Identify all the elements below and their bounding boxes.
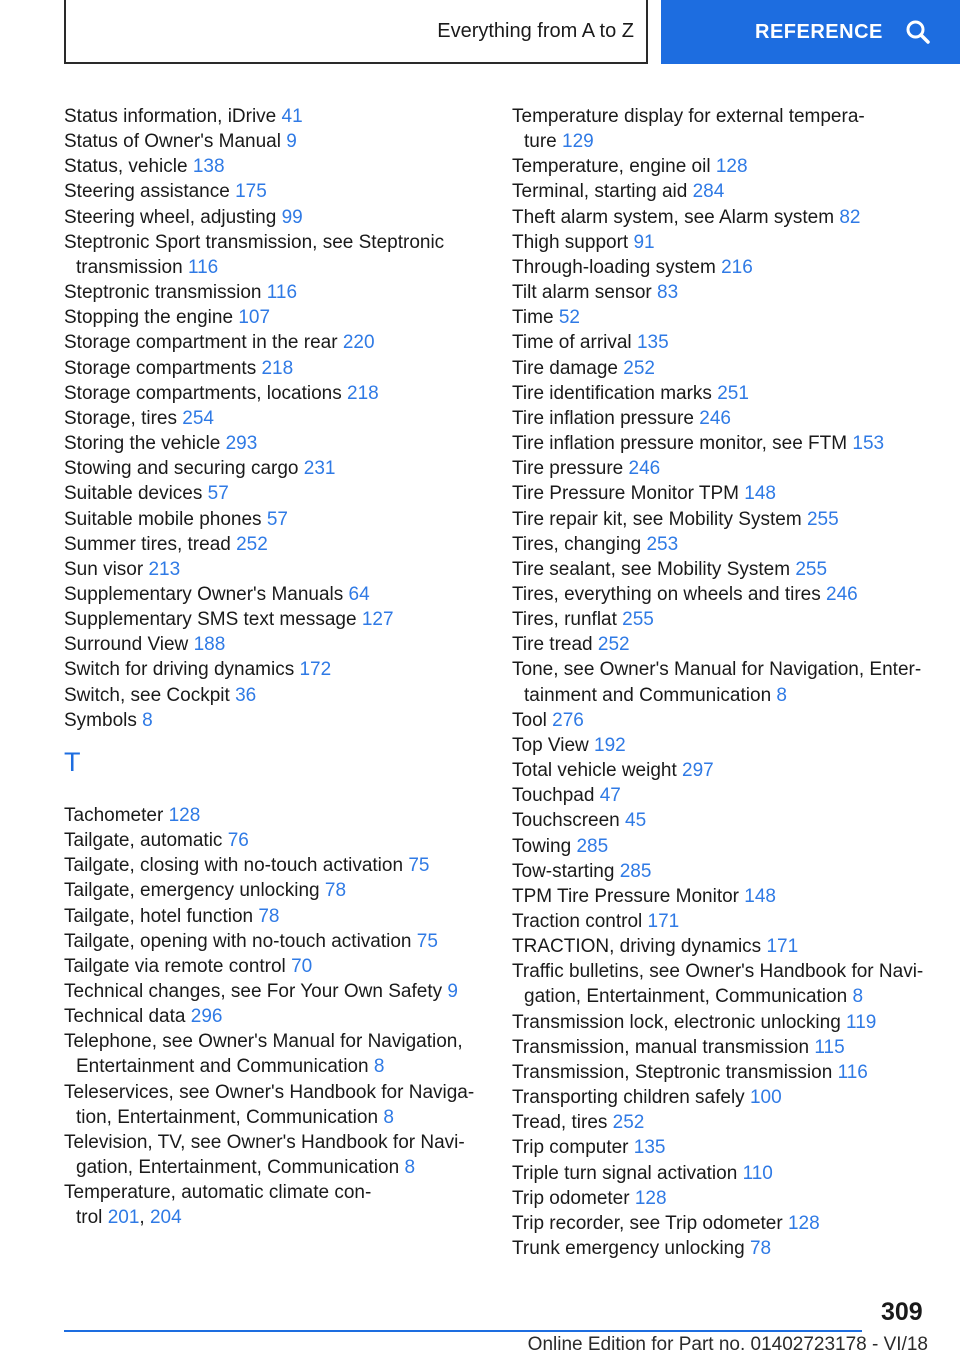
page-reference-link[interactable]: 171: [647, 911, 680, 932]
index-entry: [512, 280, 942, 305]
index-entry: [64, 632, 484, 657]
index-entry: [64, 853, 484, 878]
page-reference-link[interactable]: 127: [361, 609, 394, 631]
index-entry-text: Tire sealant, see Mobility System: [512, 558, 791, 580]
index-entry-text: Touchscreen: [512, 810, 620, 832]
page-reference-link[interactable]: 75: [408, 855, 430, 877]
index-entry: [512, 356, 942, 381]
page-reference-link[interactable]: 115: [814, 1036, 845, 1058]
index-entry: [64, 582, 484, 607]
page-reference-link[interactable]: 172: [299, 659, 332, 681]
index-entry-text: Tailgate, hotel function: [64, 905, 254, 927]
index-entry: [64, 828, 484, 853]
index-entry: [64, 205, 484, 230]
page-reference-link[interactable]: 8: [142, 709, 153, 731]
page-reference-link[interactable]: 128: [715, 156, 748, 178]
page-reference-link[interactable]: 246: [826, 583, 858, 605]
index-entry: [64, 657, 484, 682]
page-reference-link[interactable]: 253: [646, 533, 679, 555]
index-entry-text: Tailgate via remote control: [64, 955, 286, 977]
index-entry-text: Technical data: [64, 1006, 186, 1028]
page-reference-link[interactable]: 82: [839, 206, 861, 228]
index-entry-text: Through-loading system: [512, 256, 716, 278]
index-entry-text: Tool: [512, 709, 547, 731]
page-reference-link[interactable]: 138: [192, 156, 225, 178]
page-reference-link[interactable]: 254: [182, 407, 214, 429]
index-entry: [512, 632, 942, 657]
index-entry: [64, 1130, 484, 1180]
index-entry: [64, 557, 484, 582]
index-entry: [512, 205, 942, 230]
page-reference-link[interactable]: 107: [238, 307, 271, 329]
page-reference-link[interactable]: 78: [258, 905, 280, 927]
page-reference-link[interactable]: 255: [795, 558, 828, 580]
page-reference-link[interactable]: 41: [281, 106, 303, 127]
index-entry-text: Tailgate, opening with no-touch activation: [64, 930, 412, 952]
search-icon[interactable]: [905, 19, 931, 45]
index-entry: [512, 179, 942, 204]
page-reference-link[interactable]: 231: [303, 458, 336, 480]
index-entry-continuation: [512, 984, 942, 1009]
page-reference-link[interactable]: 9: [447, 981, 458, 1002]
index-entry-text: Thigh support: [512, 231, 629, 253]
index-entry: [512, 406, 942, 431]
page-reference-link[interactable]: 91: [633, 231, 655, 253]
index-list-t-right: [512, 104, 942, 1261]
page-reference-link[interactable]: 75: [416, 930, 438, 952]
edition-note: Online Edition for Part no. 01402723178 - VI/18: [527, 1334, 928, 1355]
index-entry-continuation-text: transmission: [76, 256, 183, 278]
index-entry-text: Traffic bulletins, see Owner's Handbook for Navi‐: [512, 961, 924, 983]
index-entry-text: Teleservices, see Owner's Handbook for Naviga‐: [64, 1081, 475, 1103]
index-entry: [64, 708, 484, 733]
page-reference-link[interactable]: 148: [744, 483, 776, 505]
index-entry-text: Tow-starting: [512, 860, 615, 882]
page-reference-link[interactable]: 135: [633, 1137, 666, 1159]
index-entry-text: Supplementary Owner's Manuals: [64, 583, 344, 605]
index-entry-continuation: [64, 1155, 484, 1180]
index-entry-text: Trip odometer: [512, 1187, 630, 1209]
page-reference-link[interactable]: 252: [597, 634, 630, 656]
index-entry-text: Tread, tires: [512, 1112, 608, 1134]
index-entry: [512, 456, 942, 481]
index-entry-text: Tires, runflat: [512, 609, 617, 631]
page-reference-link[interactable]: 45: [625, 810, 647, 832]
index-entry-continuation-text: gation, Entertainment, Communication: [76, 1157, 400, 1179]
page-reference-link[interactable]: 8: [852, 986, 864, 1008]
page-reference-link[interactable]: 9: [286, 131, 297, 153]
index-entry-text: Switch for driving dynamics: [64, 659, 295, 681]
index-entry: [64, 904, 484, 929]
page-reference-link[interactable]: 285: [576, 835, 609, 857]
index-entry-continuation-text: tion, Entertainment, Communication: [76, 1106, 379, 1128]
index-entry-text: Tire damage: [512, 357, 618, 379]
index-entry: [64, 104, 484, 129]
index-entry: [512, 1211, 942, 1236]
index-entry-text: Summer tires, tread: [64, 533, 231, 555]
index-entry: [64, 129, 484, 154]
page-reference-link[interactable]: 284: [692, 181, 725, 203]
index-entry: [64, 179, 484, 204]
index-entry-text: Tires, everything on wheels and tires: [512, 583, 821, 605]
index-entry-text: Steering assistance: [64, 181, 230, 203]
index-entry-text: Storage compartment in the rear: [64, 332, 338, 354]
page-reference-link[interactable]: 153: [852, 433, 885, 455]
index-entry: [512, 255, 942, 280]
index-entry-text: Tailgate, automatic: [64, 830, 223, 852]
index-entry-text: Transmission lock, electronic unlocking: [512, 1011, 841, 1033]
index-entry-text: Steptronic Sport transmission, see Steptronic: [64, 231, 445, 253]
index-entry: [64, 381, 484, 406]
page-reference-link[interactable]: 76: [227, 830, 249, 852]
page-reference-link[interactable]: 188: [193, 634, 226, 656]
page-reference-link[interactable]: 83: [657, 282, 679, 304]
index-entry-text: Tire Pressure Monitor TPM: [512, 483, 739, 505]
index-entry: [512, 557, 942, 582]
index-entry-text: Tone, see Owner's Manual for Navigation, Enter‐: [512, 659, 922, 681]
page-reference-link[interactable]: 213: [148, 558, 181, 580]
page-reference-link[interactable]: 57: [207, 483, 229, 505]
reference-tab-label: REFERENCE: [755, 20, 883, 43]
page-reference-link[interactable]: 110: [742, 1162, 773, 1184]
index-entry: [512, 607, 942, 632]
page-reference-link[interactable]: 78: [324, 880, 347, 902]
page-reference-link[interactable]: 148: [744, 885, 776, 907]
index-entry: [512, 532, 942, 557]
index-entry: [64, 280, 484, 305]
page-reference-link[interactable]: 52: [558, 307, 580, 329]
index-entry-text: Trip computer: [512, 1137, 629, 1159]
index-entry-text: Total vehicle weight: [512, 760, 677, 782]
index-entry-text: Stowing and securing cargo: [64, 458, 299, 480]
index-entry-text: Tachometer: [64, 804, 164, 826]
index-entry-text: Storage, tires: [64, 407, 177, 429]
page-reference-link[interactable]: 246: [699, 407, 731, 429]
index-entry: [512, 230, 942, 255]
page-reference-link[interactable]: 296: [190, 1006, 223, 1028]
index-entry-text: Status, vehicle: [64, 156, 188, 178]
index-entry: [512, 431, 942, 456]
index-entry: [512, 507, 942, 532]
index-entry-continuation: trol 201, 204: [76, 1207, 182, 1229]
index-list-s: [64, 104, 484, 733]
index-entry: [512, 1161, 942, 1186]
index-entry-text: Television, TV, see Owner's Handbook for Navi‐: [64, 1131, 465, 1153]
index-entry-text: Storage compartments, locations: [64, 382, 342, 404]
section-header: [64, 0, 648, 64]
index-entry: [64, 305, 484, 330]
page-reference-link[interactable]: 220: [342, 332, 375, 354]
index-entry: [64, 431, 484, 456]
index-entry-text: Theft alarm system, see Alarm system: [512, 206, 835, 228]
page-reference-link[interactable]: 119: [846, 1011, 877, 1033]
page-reference-link[interactable]: 175: [235, 181, 267, 203]
page-reference-link[interactable]: 252: [623, 357, 655, 379]
index-entry-text: Tire pressure: [512, 458, 624, 480]
index-entry: [512, 959, 942, 1009]
index-entry-text: Tailgate, emergency unlocking: [64, 880, 320, 902]
index-entry-text: Tailgate, closing with no-touch activation: [64, 855, 404, 877]
index-entry-continuation: [512, 683, 942, 708]
page-reference-link[interactable]: 8: [383, 1106, 394, 1128]
index-entry-text: Transmission, Steptronic transmission: [512, 1061, 833, 1083]
index-entry-text: Temperature display for external tempera‐: [512, 106, 865, 127]
page-reference-link[interactable]: 116: [266, 282, 298, 304]
index-entry: [512, 481, 942, 506]
index-entry: [512, 582, 942, 607]
index-entry: [512, 909, 942, 934]
index-entry: [64, 481, 484, 506]
page-reference-link[interactable]: 218: [261, 357, 294, 379]
page-reference-link[interactable]: 8: [404, 1157, 416, 1179]
index-entry: [512, 1236, 942, 1261]
index-entry-continuation-text: ture: [524, 131, 557, 153]
index-entry-continuation-text: Entertainment and Communication: [76, 1056, 369, 1078]
index-entry-text: Storage compartments: [64, 357, 257, 379]
index-entry-text: Tilt alarm sensor: [512, 282, 652, 304]
section-letter: T: [64, 746, 81, 777]
index-entry: [64, 979, 484, 1004]
index-entry-text: Transmission, manual transmission: [512, 1036, 810, 1058]
index-entry: [64, 406, 484, 431]
page-reference-link[interactable]: 251: [717, 382, 749, 404]
index-entry-text: Terminal, starting aid: [512, 181, 688, 203]
page-reference-link[interactable]: 128: [634, 1187, 667, 1209]
page-reference-link[interactable]: 129: [562, 131, 594, 153]
index-entry-text: Tire tread: [512, 634, 593, 656]
page-reference-link[interactable]: 116: [187, 256, 219, 278]
index-entry: [512, 1085, 942, 1110]
page-reference-link[interactable]: 8: [373, 1056, 385, 1078]
index-entry: [64, 683, 484, 708]
page-number: 309: [881, 1298, 923, 1326]
index-entry-text: TRACTION, driving dynamics: [512, 936, 762, 958]
index-entry-continuation: [64, 1054, 484, 1079]
index-entry-text: Tires, changing: [512, 533, 642, 555]
index-entry-text: Technical changes, see For Your Own Safety: [64, 981, 443, 1002]
index-entry: [512, 381, 942, 406]
index-entry-text: Status information, iDrive: [64, 106, 277, 127]
index-entry-text: Steptronic transmission: [64, 282, 262, 304]
index-entry-text: Traction control: [512, 911, 643, 932]
index-entry: [512, 1010, 942, 1035]
page-reference-link[interactable]: 276: [552, 709, 584, 731]
page-reference-link[interactable]: 135: [636, 332, 669, 354]
index-entry: [512, 1035, 942, 1060]
index-entry-text: Surround View: [64, 634, 189, 656]
index-entry-text: Stopping the engine: [64, 307, 234, 329]
index-entry-text: Trip recorder, see Trip odometer: [512, 1212, 783, 1234]
index-entry-text: Sun visor: [64, 558, 144, 580]
index-entry: [512, 330, 942, 355]
index-entry: [512, 934, 942, 959]
index-entry-continuation-text: trol: [76, 1207, 103, 1229]
index-entry: [64, 878, 484, 903]
index-entry-text: Telephone, see Owner's Manual for Navigation,: [64, 1031, 463, 1053]
index-entry: [64, 507, 484, 532]
index-entry: [512, 305, 942, 330]
page-reference-link[interactable]: 201: [107, 1207, 140, 1229]
page-reference-link[interactable]: 57: [266, 508, 288, 530]
page-reference-link[interactable]: 70: [291, 955, 313, 977]
page-reference-link[interactable]: 252: [236, 533, 268, 555]
index-entry: [512, 708, 942, 733]
index-entry-text: Touchpad: [512, 785, 595, 807]
page-reference-link[interactable]: 293: [225, 433, 258, 455]
index-entry-text: Time: [512, 307, 554, 329]
index-entry-text: Towing: [512, 835, 572, 857]
index-entry: [64, 1080, 484, 1130]
index-entry: [512, 758, 942, 783]
index-entry-text: Tire inflation pressure: [512, 407, 694, 429]
index-entry-text: Tire identification marks: [512, 382, 712, 404]
page-reference-link[interactable]: 128: [787, 1212, 820, 1234]
index-entry: [512, 733, 942, 758]
index-entry: [512, 1135, 942, 1160]
page-reference-link[interactable]: 218: [347, 382, 379, 404]
index-entry-continuation: [64, 255, 484, 280]
index-entry: [512, 783, 942, 808]
index-entry: [512, 154, 942, 179]
page-reference-link[interactable]: 99: [281, 206, 303, 228]
index-entry: [512, 884, 942, 909]
index-entry-text: Triple turn signal activation: [512, 1162, 738, 1184]
page-reference-link[interactable]: 128: [168, 804, 201, 826]
index-entry-text: Top View: [512, 734, 589, 756]
index-entry: [64, 1004, 484, 1029]
page-reference-link[interactable]: 204: [149, 1207, 182, 1229]
index-entry-continuation: [512, 129, 942, 154]
index-entry-text: Suitable devices: [64, 483, 203, 505]
index-entry-text: Transporting children safely: [512, 1087, 745, 1109]
index-entry-text: Steering wheel, adjusting: [64, 206, 277, 228]
page-reference-link[interactable]: 252: [612, 1112, 645, 1134]
index-entry: [64, 929, 484, 954]
page-reference-link[interactable]: 8: [776, 684, 787, 706]
section-title: Everything from A to Z: [437, 19, 634, 42]
index-entry: [64, 230, 484, 280]
index-list-t-left: [64, 803, 484, 1231]
index-entry-text: Trunk emergency unlocking: [512, 1238, 745, 1260]
page-reference-link[interactable]: 192: [594, 734, 626, 756]
reference-tab[interactable]: [661, 0, 960, 64]
page-reference-link[interactable]: 246: [628, 458, 661, 480]
page-reference-link[interactable]: 47: [599, 785, 621, 807]
index-entry: [512, 1060, 942, 1085]
index-column-right: [512, 104, 942, 1261]
index-entry: [512, 1110, 942, 1135]
page-reference-link[interactable]: 255: [622, 609, 654, 631]
index-entry: [64, 154, 484, 179]
page-reference-link[interactable]: 64: [348, 583, 370, 605]
index-entry-continuation-text: tainment and Communication: [524, 684, 772, 706]
index-entry-text: Supplementary SMS text message: [64, 609, 357, 631]
index-entry-text: Temperature, automatic climate con‐: [64, 1182, 372, 1204]
page-reference-link[interactable]: 100: [749, 1087, 782, 1109]
index-entry: [64, 803, 484, 828]
page-reference-link[interactable]: 297: [682, 760, 714, 782]
index-entry-text: Symbols: [64, 709, 137, 731]
index-entry-text: Tire inflation pressure monitor, see FTM: [512, 433, 848, 455]
index-entry-text: Tire repair kit, see Mobility System: [512, 508, 802, 530]
index-entry: [64, 330, 484, 355]
index-entry: [64, 356, 484, 381]
index-entry: [64, 1180, 484, 1230]
page-reference-link[interactable]: 285: [619, 860, 652, 882]
index-entry-text: Temperature, engine oil: [512, 156, 711, 178]
index-entry-text: Time of arrival: [512, 332, 632, 354]
index-entry: [512, 859, 942, 884]
index-entry: [512, 834, 942, 859]
page-reference-link[interactable]: 255: [806, 508, 839, 530]
index-entry: [512, 1186, 942, 1211]
page-reference-link[interactable]: 171: [766, 936, 799, 958]
index-entry: [512, 657, 942, 707]
index-entry: [64, 532, 484, 557]
index-entry: [64, 607, 484, 632]
index-entry: [512, 808, 942, 833]
page-reference-link[interactable]: 216: [721, 256, 753, 278]
page-reference-link[interactable]: 116: [837, 1061, 868, 1083]
index-entry-text: Status of Owner's Manual: [64, 131, 281, 153]
index-entry-continuation: [64, 1105, 484, 1130]
index-entry-continuation-text: gation, Entertainment, Communication: [524, 986, 848, 1008]
index-entry: [64, 954, 484, 979]
index-entry: [64, 1029, 484, 1079]
page-reference-link[interactable]: 36: [235, 684, 257, 706]
index-entry: [64, 456, 484, 481]
index-entry: [512, 104, 942, 154]
index-column-left: [64, 104, 484, 1231]
index-entry-text: Suitable mobile phones: [64, 508, 262, 530]
index-entry-text: Switch, see Cockpit: [64, 684, 230, 706]
index-entry-text: TPM Tire Pressure Monitor: [512, 885, 739, 907]
page-reference-link[interactable]: 78: [749, 1238, 772, 1260]
index-entry-text: Storing the vehicle: [64, 433, 221, 455]
footer-divider: [64, 1330, 862, 1332]
